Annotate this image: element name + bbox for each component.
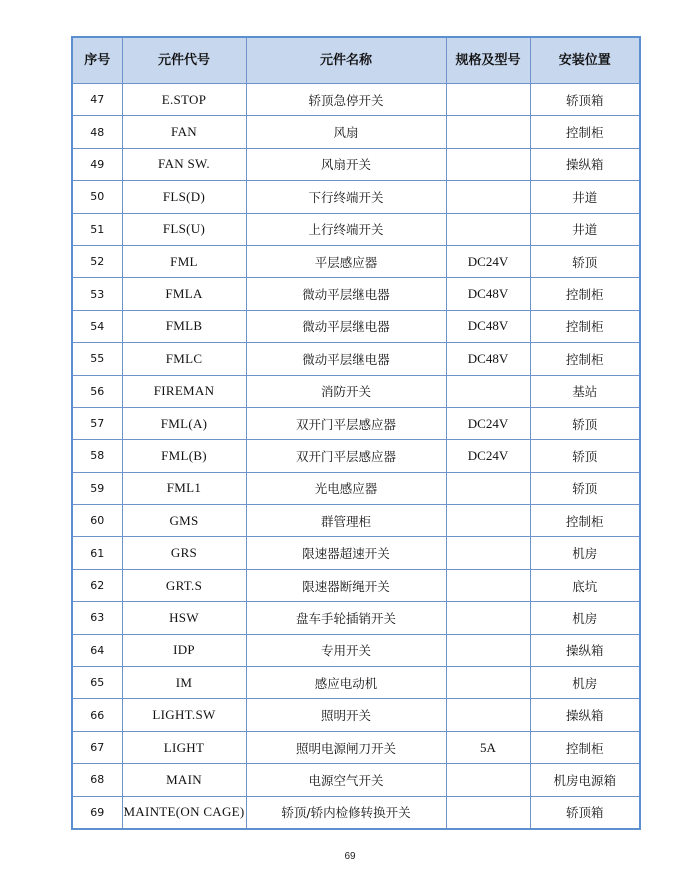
cell-index: 58	[72, 440, 122, 472]
cell-index: 59	[72, 472, 122, 504]
cell-component-name: 盘车手轮插销开关	[246, 602, 446, 634]
table-row	[72, 764, 640, 796]
cell-index: 67	[72, 731, 122, 763]
cell-spec-model	[446, 375, 530, 407]
table-row	[72, 537, 640, 569]
cell-component-code: IDP	[122, 634, 246, 666]
cell-component-code: FML(B)	[122, 440, 246, 472]
cell-install-location: 轿顶	[530, 472, 640, 504]
table-row	[72, 148, 640, 180]
cell-component-name: 双开门平层感应器	[246, 440, 446, 472]
cell-component-name: 微动平层继电器	[246, 278, 446, 310]
table-row	[72, 505, 640, 537]
cell-component-name: 轿顶/轿内检修转换开关	[246, 796, 446, 829]
cell-spec-model	[446, 505, 530, 537]
cell-component-code: MAIN	[122, 764, 246, 796]
cell-spec-model	[446, 699, 530, 731]
table-row	[72, 181, 640, 213]
cell-spec-model	[446, 84, 530, 116]
cell-component-name: 上行终端开关	[246, 213, 446, 245]
cell-index: 68	[72, 764, 122, 796]
cell-install-location: 轿顶箱	[530, 84, 640, 116]
cell-install-location: 底坑	[530, 569, 640, 601]
cell-install-location: 井道	[530, 213, 640, 245]
cell-component-code: GRT.S	[122, 569, 246, 601]
cell-component-name: 双开门平层感应器	[246, 407, 446, 439]
header-component-name: 元件名称	[246, 37, 446, 84]
cell-spec-model	[446, 181, 530, 213]
cell-index: 61	[72, 537, 122, 569]
cell-index: 48	[72, 116, 122, 148]
table-row	[72, 569, 640, 601]
component-table	[71, 36, 641, 830]
cell-install-location: 控制柜	[530, 310, 640, 342]
cell-install-location: 控制柜	[530, 116, 640, 148]
cell-component-code: E.STOP	[122, 84, 246, 116]
table-row	[72, 245, 640, 277]
cell-index: 65	[72, 667, 122, 699]
cell-index: 50	[72, 181, 122, 213]
cell-spec-model	[446, 569, 530, 601]
cell-install-location: 操纵箱	[530, 699, 640, 731]
cell-component-name: 微动平层继电器	[246, 310, 446, 342]
table-row	[72, 634, 640, 666]
cell-install-location: 控制柜	[530, 343, 640, 375]
table-row	[72, 278, 640, 310]
cell-component-name: 限速器断绳开关	[246, 569, 446, 601]
header-index: 序号	[72, 37, 122, 84]
cell-component-name: 风扇开关	[246, 148, 446, 180]
cell-component-code: FAN	[122, 116, 246, 148]
cell-component-name: 下行终端开关	[246, 181, 446, 213]
cell-index: 51	[72, 213, 122, 245]
table-row	[72, 602, 640, 634]
cell-spec-model	[446, 667, 530, 699]
cell-component-code: GMS	[122, 505, 246, 537]
cell-install-location: 井道	[530, 181, 640, 213]
page-number: 69	[344, 851, 356, 862]
cell-component-code: GRS	[122, 537, 246, 569]
cell-install-location: 机房	[530, 537, 640, 569]
cell-component-code: FMLC	[122, 343, 246, 375]
cell-component-name: 光电感应器	[246, 472, 446, 504]
table-row	[72, 667, 640, 699]
header-component-code: 元件代号	[122, 37, 246, 84]
cell-index: 63	[72, 602, 122, 634]
table-row	[72, 796, 640, 829]
cell-spec-model	[446, 472, 530, 504]
cell-index: 53	[72, 278, 122, 310]
cell-install-location: 控制柜	[530, 278, 640, 310]
cell-component-code: FMLA	[122, 278, 246, 310]
cell-component-code: MAINTE(ON CAGE)	[122, 796, 246, 829]
cell-component-code: FLS(U)	[122, 213, 246, 245]
table-header-row	[72, 37, 640, 84]
cell-index: 55	[72, 343, 122, 375]
cell-index: 62	[72, 569, 122, 601]
cell-component-name: 感应电动机	[246, 667, 446, 699]
cell-spec-model: DC24V	[446, 407, 530, 439]
cell-install-location: 轿顶箱	[530, 796, 640, 829]
table-row	[72, 731, 640, 763]
table-row	[72, 84, 640, 116]
cell-install-location: 控制柜	[530, 731, 640, 763]
cell-component-code: FAN SW.	[122, 148, 246, 180]
cell-index: 49	[72, 148, 122, 180]
cell-component-name: 消防开关	[246, 375, 446, 407]
cell-component-name: 轿顶急停开关	[246, 84, 446, 116]
cell-spec-model	[446, 148, 530, 180]
cell-component-name: 限速器超速开关	[246, 537, 446, 569]
cell-index: 52	[72, 245, 122, 277]
cell-component-name: 电源空气开关	[246, 764, 446, 796]
cell-install-location: 基站	[530, 375, 640, 407]
cell-spec-model	[446, 116, 530, 148]
table-row	[72, 343, 640, 375]
cell-component-name: 照明电源闸刀开关	[246, 731, 446, 763]
cell-spec-model: DC24V	[446, 245, 530, 277]
cell-index: 60	[72, 505, 122, 537]
cell-spec-model: DC24V	[446, 440, 530, 472]
cell-spec-model: DC48V	[446, 278, 530, 310]
cell-install-location: 控制柜	[530, 505, 640, 537]
header-install-location: 安装位置	[530, 37, 640, 84]
cell-component-code: FMLB	[122, 310, 246, 342]
cell-spec-model	[446, 764, 530, 796]
cell-index: 47	[72, 84, 122, 116]
cell-install-location: 机房	[530, 602, 640, 634]
cell-component-code: LIGHT	[122, 731, 246, 763]
cell-spec-model: 5A	[446, 731, 530, 763]
cell-component-code: FML	[122, 245, 246, 277]
cell-spec-model	[446, 213, 530, 245]
cell-component-name: 群管理柜	[246, 505, 446, 537]
cell-install-location: 轿顶	[530, 407, 640, 439]
cell-index: 66	[72, 699, 122, 731]
table-row	[72, 407, 640, 439]
cell-install-location: 操纵箱	[530, 148, 640, 180]
table-row	[72, 440, 640, 472]
table-row	[72, 116, 640, 148]
header-spec-model: 规格及型号	[446, 37, 530, 84]
table-body	[72, 84, 640, 829]
cell-install-location: 轿顶	[530, 245, 640, 277]
cell-component-name: 专用开关	[246, 634, 446, 666]
cell-index: 56	[72, 375, 122, 407]
table-row	[72, 472, 640, 504]
cell-index: 54	[72, 310, 122, 342]
cell-spec-model	[446, 602, 530, 634]
table-row	[72, 213, 640, 245]
cell-install-location: 操纵箱	[530, 634, 640, 666]
cell-component-code: LIGHT.SW	[122, 699, 246, 731]
cell-spec-model: DC48V	[446, 343, 530, 375]
cell-component-name: 风扇	[246, 116, 446, 148]
cell-component-code: FML1	[122, 472, 246, 504]
cell-spec-model	[446, 537, 530, 569]
table-row	[72, 699, 640, 731]
table-row	[72, 310, 640, 342]
cell-component-code: FML(A)	[122, 407, 246, 439]
cell-index: 57	[72, 407, 122, 439]
cell-component-name: 微动平层继电器	[246, 343, 446, 375]
cell-component-name: 照明开关	[246, 699, 446, 731]
cell-install-location: 机房	[530, 667, 640, 699]
cell-index: 64	[72, 634, 122, 666]
table-row	[72, 375, 640, 407]
cell-component-code: FLS(D)	[122, 181, 246, 213]
cell-spec-model	[446, 634, 530, 666]
cell-component-code: HSW	[122, 602, 246, 634]
cell-spec-model	[446, 796, 530, 829]
cell-install-location: 轿顶	[530, 440, 640, 472]
cell-component-code: IM	[122, 667, 246, 699]
cell-index: 69	[72, 796, 122, 829]
cell-spec-model: DC48V	[446, 310, 530, 342]
cell-component-code: FIREMAN	[122, 375, 246, 407]
cell-component-name: 平层感应器	[246, 245, 446, 277]
cell-install-location: 机房电源箱	[530, 764, 640, 796]
